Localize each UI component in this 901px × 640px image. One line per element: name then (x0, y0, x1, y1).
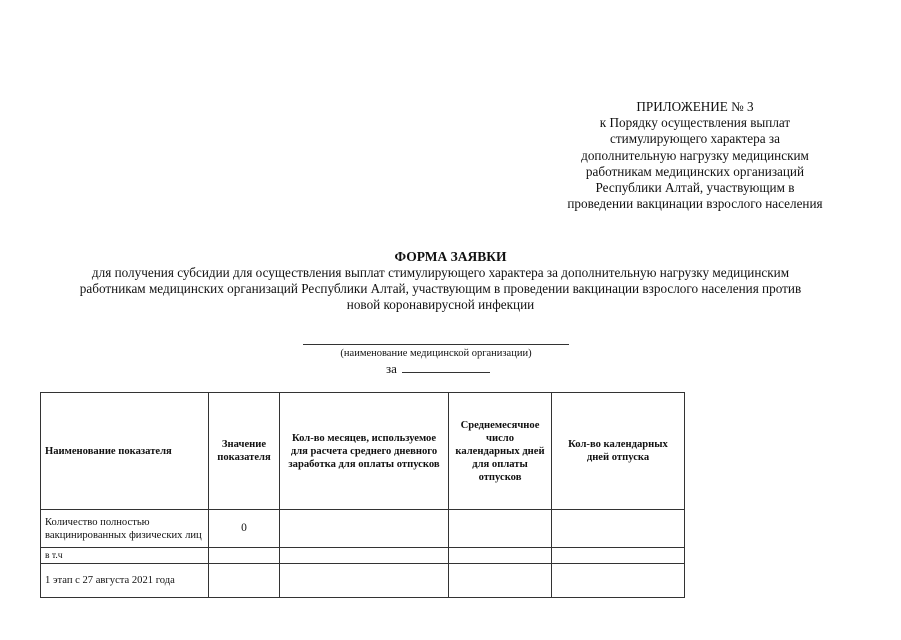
cell-vacation-days[interactable] (552, 548, 685, 564)
header-vacation-days: Кол-во календарных дней отпуска (552, 393, 685, 510)
header-indicator-value: Значение показателя (209, 393, 280, 510)
form-subtitle-line: работникам медицинских организаций Республики Алтай, участвующим в проведении вакцинации взрослого населения против (79, 281, 802, 297)
appendix-line: дополнительную нагрузку медицинским (581, 147, 809, 163)
form-title: ФОРМА ЗАЯВКИ (394, 249, 507, 264)
header-indicator-name: Наименование показателя (41, 393, 209, 510)
table-row (41, 548, 685, 564)
table-row (41, 510, 685, 548)
cell-vacation-days[interactable] (552, 564, 685, 598)
table-row (41, 564, 685, 598)
form-subtitle (0, 265, 881, 314)
cell-indicator-name: 1 этап с 27 августа 2021 года (41, 564, 209, 598)
appendix-title: ПРИЛОЖЕНИЕ № 3 (636, 99, 754, 114)
period-field (386, 361, 490, 377)
cell-vacation-days[interactable] (552, 510, 685, 548)
appendix-line: стимулирующего характера за (610, 131, 780, 147)
indicators-table (40, 392, 685, 598)
period-blank-line[interactable] (402, 361, 490, 373)
period-label: за (386, 361, 397, 376)
appendix-line: к Порядку осуществления выплат (599, 115, 791, 131)
cell-months-count[interactable] (280, 548, 449, 564)
header-months-count: Кол-во месяцев, используемое для расчета среднего дневного заработка для оплаты отпусков (280, 393, 449, 510)
appendix-header (540, 99, 850, 212)
form-subtitle-line: новой коронавирусной инфекции (346, 297, 535, 313)
appendix-line: проведении вакцинации взрослого населения (567, 196, 823, 212)
cell-months-count[interactable] (280, 510, 449, 548)
cell-avg-monthly-days[interactable] (449, 564, 552, 598)
cell-indicator-value[interactable] (209, 564, 280, 598)
cell-months-count[interactable] (280, 564, 449, 598)
org-name-caption: (наименование медицинской организации) (340, 348, 532, 359)
cell-avg-monthly-days[interactable] (449, 510, 552, 548)
form-subtitle-line: для получения субсидии для осуществления выплат стимулирующего характера за дополнительную нагрузку медицинским (91, 265, 790, 280)
cell-indicator-value[interactable] (209, 548, 280, 564)
cell-indicator-value[interactable]: 0 (209, 510, 280, 548)
org-name-blank-line[interactable] (303, 344, 569, 345)
appendix-line: Республики Алтай, участвующим в (595, 180, 795, 196)
appendix-line: работникам медицинских организаций (585, 163, 805, 179)
cell-indicator-name: в т.ч (41, 548, 209, 564)
cell-indicator-name: Количество полностью вакцинированных физических лиц (41, 510, 209, 548)
table-header-row (41, 393, 685, 510)
header-avg-monthly-days: Среднемесячное число календарных дней для оплаты отпусков (449, 393, 552, 510)
cell-avg-monthly-days[interactable] (449, 548, 552, 564)
